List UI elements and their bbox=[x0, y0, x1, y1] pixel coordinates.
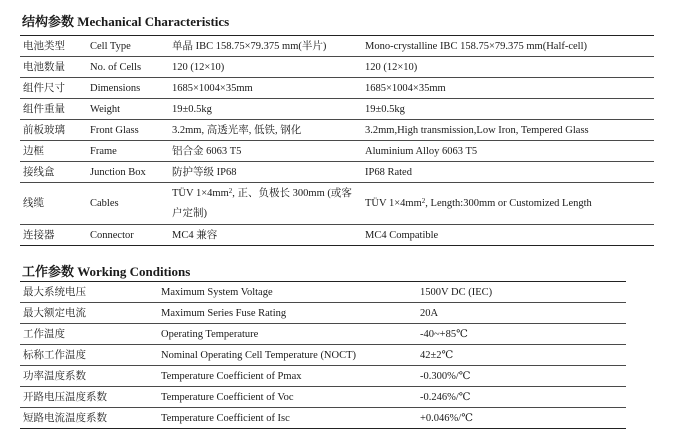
row-label-en: Weight bbox=[90, 103, 121, 115]
table-row bbox=[20, 120, 654, 141]
row-value: -40~+85℃ bbox=[420, 328, 468, 340]
row-label-en: Junction Box bbox=[90, 166, 146, 178]
row-label-en: Dimensions bbox=[90, 82, 141, 94]
table-row bbox=[20, 162, 654, 183]
row-value-cn: 19±0.5kg bbox=[172, 103, 212, 115]
row-label-en: No. of Cells bbox=[90, 61, 142, 73]
row-value-en: 19±0.5kg bbox=[365, 103, 405, 115]
row-value: -0.300%/℃ bbox=[420, 370, 471, 382]
row-label-cn: 最大额定电流 bbox=[23, 307, 86, 319]
row-value: +0.046%/℃ bbox=[420, 412, 473, 424]
row-label-cn: 标称工作温度 bbox=[23, 349, 86, 361]
row-value-en: MC4 Compatible bbox=[365, 229, 439, 241]
row-label-cn: 接线盒 bbox=[23, 166, 55, 178]
row-label-en: Nominal Operating Cell Temperature (NOCT) bbox=[161, 349, 357, 361]
row-value: 1500V DC (IEC) bbox=[420, 286, 493, 298]
table-row bbox=[20, 366, 626, 387]
row-value-en: IP68 Rated bbox=[365, 166, 412, 178]
row-label-en: Temperature Coefficient of Pmax bbox=[161, 370, 302, 382]
table-row bbox=[20, 183, 654, 225]
table-row bbox=[20, 57, 654, 78]
row-label-cn: 线缆 bbox=[23, 198, 44, 209]
working-section-title: 工作参数 Working Conditions bbox=[22, 264, 191, 279]
row-label-en: Operating Temperature bbox=[161, 328, 259, 340]
row-value-cn: 铝合金 6063 T5 bbox=[172, 145, 242, 157]
row-value-cn: 防护等级 IP68 bbox=[172, 166, 237, 178]
table-row bbox=[20, 408, 626, 429]
row-value-en: 3.2mm,High transmission,Low Iron, Tempered Glass bbox=[365, 124, 589, 136]
row-value-cn: 3.2mm, 高透光率, 低铁, 钢化 bbox=[172, 124, 302, 136]
row-value-cn: 单晶 IBC 158.75×79.375 mm(半片) bbox=[172, 40, 327, 52]
row-label-en: Cell Type bbox=[90, 40, 131, 52]
row-label-cn: 短路电流温度系数 bbox=[23, 412, 107, 424]
row-label-cn: 电池类型 bbox=[23, 40, 65, 52]
row-label-cn: 开路电压温度系数 bbox=[23, 391, 107, 403]
row-label-cn: 功率温度系数 bbox=[23, 370, 86, 382]
mechanical-section-title: 结构参数 Mechanical Characteristics bbox=[22, 14, 230, 29]
row-value-en: Mono-crystalline IBC 158.75×79.375 mm(Half-cell) bbox=[365, 40, 588, 52]
row-label-en: Maximum Series Fuse Rating bbox=[161, 307, 287, 319]
row-value: 20A bbox=[420, 307, 439, 319]
row-value-en: Aluminium Alloy 6063 T5 bbox=[365, 145, 478, 157]
table-row bbox=[20, 282, 626, 303]
working-table bbox=[20, 281, 626, 429]
row-value-en: 1685×1004×35mm bbox=[365, 82, 446, 94]
table-row bbox=[20, 324, 626, 345]
row-label-cn: 组件重量 bbox=[23, 103, 65, 115]
row-label-cn: 连接器 bbox=[23, 229, 55, 241]
row-label-en: Connector bbox=[90, 229, 134, 241]
row-value-cn: 120 (12×10) bbox=[172, 61, 225, 73]
table-row bbox=[20, 141, 654, 162]
row-value-cn: 1685×1004×35mm bbox=[172, 82, 253, 94]
row-value: -0.246%/℃ bbox=[420, 391, 471, 403]
row-label-en: Frame bbox=[90, 145, 117, 157]
table-row bbox=[20, 225, 654, 246]
row-value-en: TÜV $1\times 4mm^2$, Length:300mm or Customized Length bbox=[365, 196, 592, 209]
row-value-en: 120 (12×10) bbox=[365, 61, 418, 73]
row-label-en: Temperature Coefficient of Isc bbox=[161, 412, 290, 424]
row-value-cn: MC4 兼容 bbox=[172, 229, 218, 241]
table-row bbox=[20, 99, 654, 120]
table-row bbox=[20, 36, 654, 57]
table-row bbox=[20, 303, 626, 324]
row-label-cn: 前板玻璃 bbox=[23, 124, 65, 136]
row-label-en: Front Glass bbox=[90, 124, 139, 136]
table-row bbox=[20, 345, 626, 366]
row-label-cn: 最大系统电压 bbox=[23, 286, 86, 298]
row-label-cn: 组件尺寸 bbox=[23, 82, 65, 94]
row-label-cn: 电池数量 bbox=[23, 61, 65, 73]
row-label-en: Cables bbox=[90, 198, 119, 209]
table-row bbox=[20, 78, 654, 99]
mechanical-table bbox=[20, 35, 654, 246]
row-value: 42±2℃ bbox=[420, 349, 454, 361]
row-label-en: Maximum System Voltage bbox=[161, 286, 273, 298]
row-label-en: Temperature Coefficient of Voc bbox=[161, 391, 294, 403]
table-row bbox=[20, 387, 626, 408]
row-value-cn: TÜV $1\times 4mm^2$, 正、负极长 300mm (或客户定制) bbox=[172, 186, 352, 219]
row-label-cn: 边框 bbox=[23, 145, 44, 157]
row-label-cn: 工作温度 bbox=[23, 328, 65, 340]
